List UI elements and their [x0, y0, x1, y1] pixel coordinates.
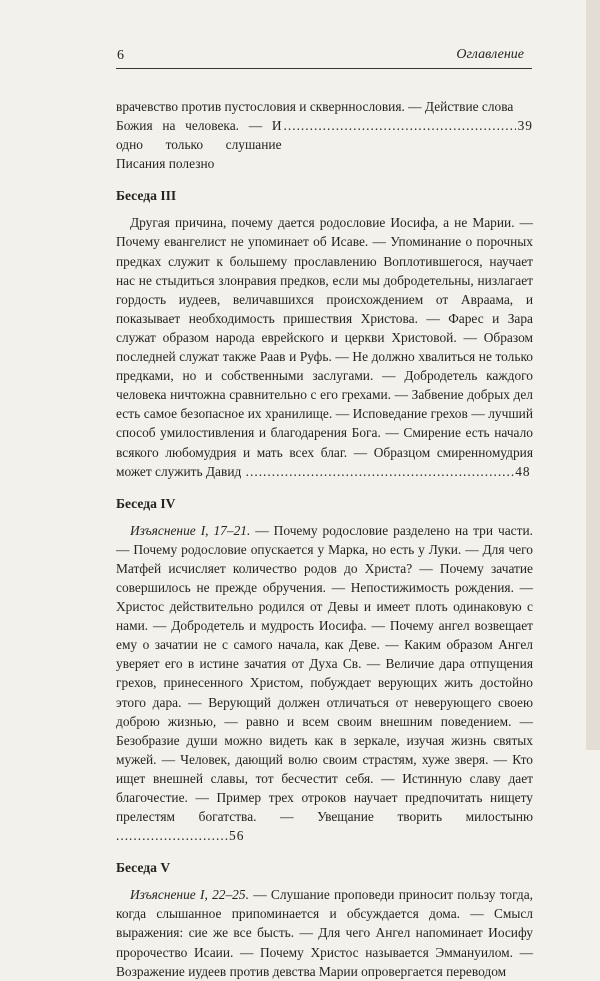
- header-rule: [116, 68, 532, 69]
- running-title: Оглавление: [456, 47, 524, 62]
- beseda-5-text: — Слушание проповеди приносит пользу тогда, когда слышанное припоминается и обсуждается дома. — Смысл выражения: сие же все бысть. — Для чего Ангел напоминает Иосифу пророчество Исаии. — Почему Христос называется Эммануилом. — Возражение иудеев против девства Марии опровергается переводом: [116, 887, 534, 979]
- beseda-3-summary: [116, 213, 533, 480]
- beseda-3-text: Другая причина, почему дается родословие Иосифа, а не Марии. — Почему евангелист не упоминает об Исаве. — Упоминание о порочных предках служит к большему прославлению Воплотившегося, научает нас не стыдиться злонравия предков, если мы добродетельны, низлагает гордость иудеев, величавшихся происхождением от Авраама, и показывает необходимость пришествия Христова. — Фарес и Зара служат образом народа еврейского и церкви Христовой. — Образом последней служат также Раав и Руфь. — Не должно хвалиться не только предками, но и собственными заслугами. — Добродетель каждого человека ничтожна сравнительно с его грехами. — Забвение добрых дел есть самое безопасное их хранилище. — Исповедание грехов — лучший способ умилостивления и благодарения Бога. — Смирение есть начало всякого любомудрия и мать всех благ. — Образцом смиренномудрия может служить Давид: [116, 215, 533, 479]
- beseda-3-title: Беседа III: [116, 188, 177, 204]
- leader-dots: ..........................: [116, 828, 230, 844]
- toc-content: [116, 97, 533, 981]
- page-edge: [586, 0, 600, 750]
- beseda-4-summary: [116, 521, 533, 846]
- page-number: 6: [117, 48, 124, 63]
- beseda-5-summary: [116, 885, 533, 980]
- leader-dots: [284, 116, 516, 135]
- beseda-4-title: Беседа IV: [116, 495, 176, 511]
- beseda-4-ref: Изъяснение I, 17–21.: [130, 522, 251, 538]
- prev-section-last-line: [116, 116, 533, 173]
- page-ref: 39: [517, 118, 533, 134]
- leader-dots: ..............................................................: [241, 463, 516, 479]
- beseda-5-title: Беседа V: [116, 860, 171, 876]
- prev-section-last-text: Божия на человека. — И одно только слушание Писания полезно: [116, 118, 282, 172]
- beseda-5-ref: Изъяснение I, 22–25.: [130, 887, 249, 903]
- beseda-4-text: — Почему родословие разделено на три части. — Почему родословие опускается у Марка, но есть у Луки. — Для чего Матфей исчисляет количество родов до Христа? — Почему зачатие совершилось не прежде обручения. — Непостижимость рождения. — Христос действительно родился от Девы и имеет плоть одинаковую с нами. — Добродетель и мудрость Иосифа. — Почему ангел возвещает ему о зачатии не с самого начала, как Деве. — Каким образом Ангел уверяет его в истине зачатия от Духа Св. — Величие дара отпущения грехов, принесенного Христом, побуждает верующих жить достойно этого дара. — Верующий должен отличаться от неверующего своею доброю жизнью, — равно и всем своим внешним поведением. — Безобразие души можно видеть как в зеркале, изучая жизнь святых мужей. — Человек, дающий волю своим страстям, хуже зверя. — Кто ищет внешней славы, тот бесчестит себя. — Истинную славу дает благочестие. — Пример трех отроков научает предпочитать нищету прелестям богатства. — Увещание творить милостыню: [116, 522, 533, 825]
- prev-section-line: врачевство против пустословия и скверннословия. — Действие слова: [116, 99, 514, 114]
- page-ref: 56: [229, 828, 245, 844]
- page-ref: 48: [515, 463, 531, 479]
